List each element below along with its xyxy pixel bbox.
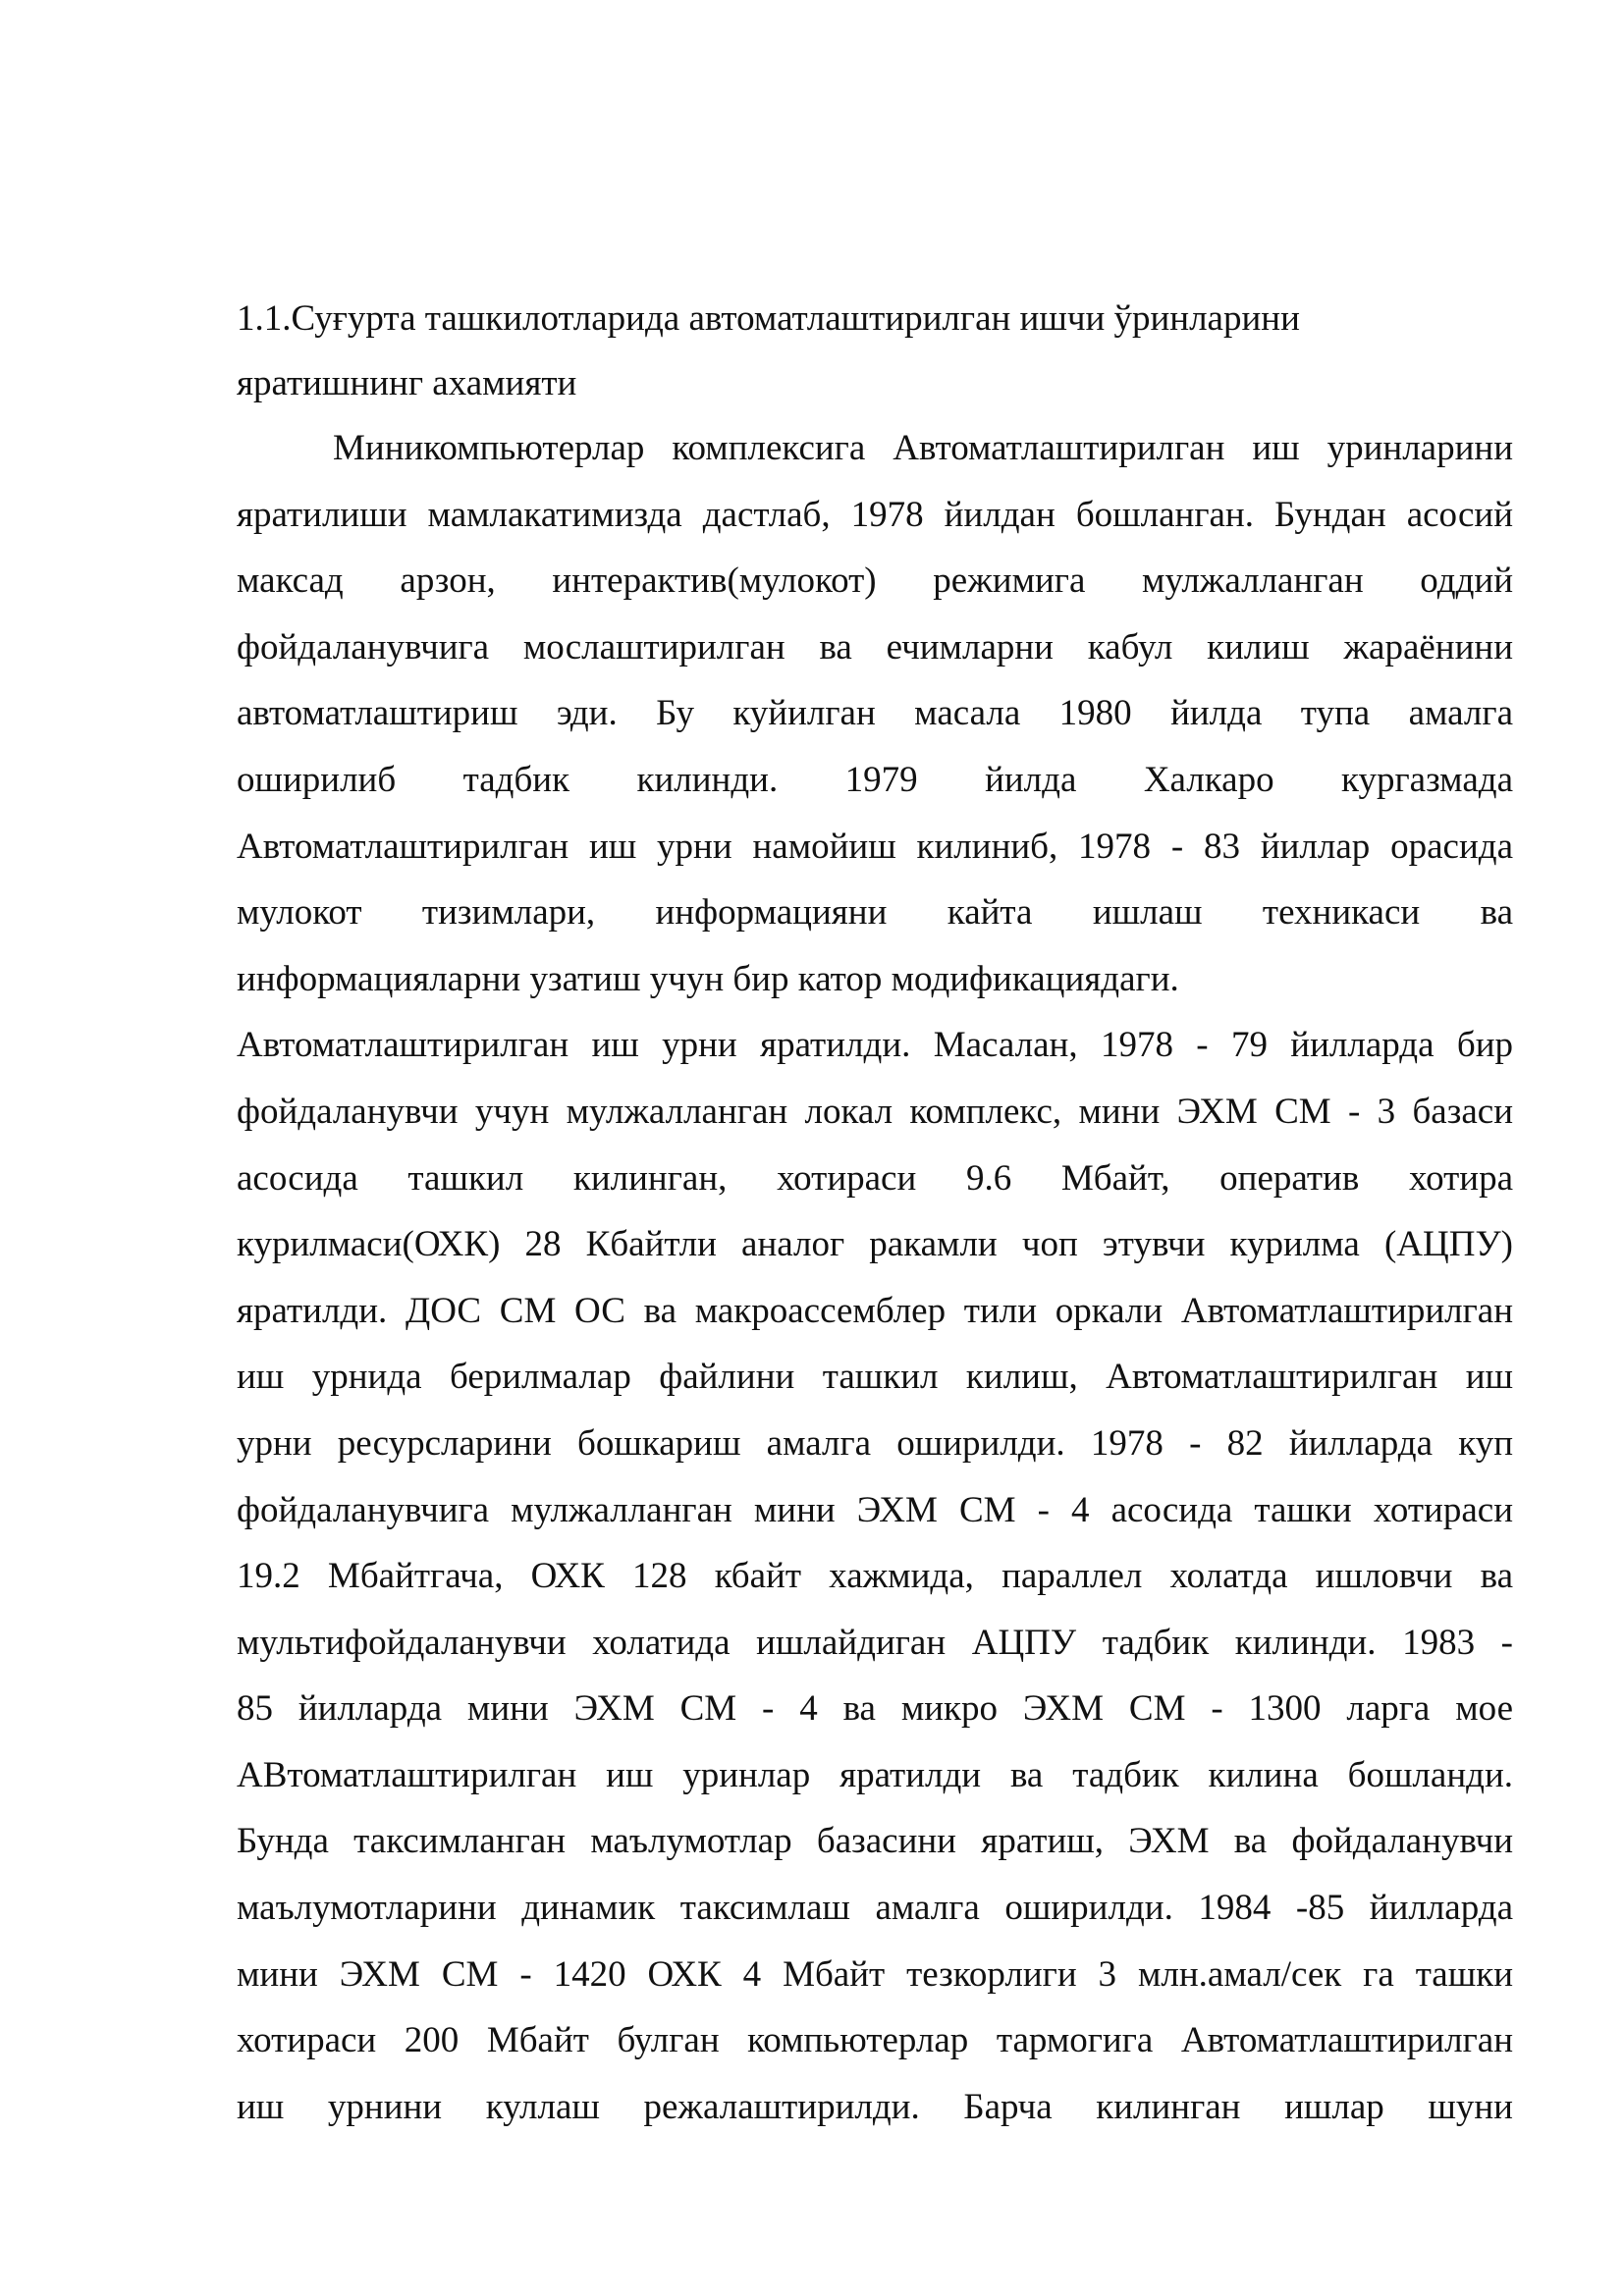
paragraph-2 [237, 1012, 1513, 2140]
text-line: фойдаланувчи учун мулжалланган локал комплекс, мини ЭХМ СМ - 3 базаси [237, 1091, 1513, 1132]
text-line: мини ЭХМ СМ - 1420 ОХК 4 Мбайт тезкорлиги 3 млн.амал/сек га ташки [237, 1953, 1513, 1995]
text-line: информацияларни узатиш учун бир катор модификациядаги. [237, 958, 1179, 999]
document-body [237, 415, 1513, 2140]
text-line: мулокот тизимлари, информацияни кайта ишлаш техникаси ва [237, 892, 1513, 934]
text-line: автоматлаштириш эди. Бу куйилган масала 1980 йилда тупа амалга [237, 693, 1513, 734]
text-line: маълумотларини динамик таксимлаш амалга оширилди. 1984 -85 йилларда [237, 1888, 1513, 1929]
text-line: оширилиб тадбик килинди. 1979 йилда Халкаро кургазмада [237, 759, 1513, 800]
text-line: иш урнида берилмалар файлини ташкил килиш, Автоматлаштирилган иш [237, 1357, 1513, 1398]
text-line: урни ресурсларини бошкариш амалга оширилди. 1978 - 82 йилларда куп [237, 1422, 1513, 1464]
text-line: иш урнини куллаш режалаштирилди. Барча килинган ишлар шуни [237, 2086, 1513, 2127]
text-line: яратилиши мамлакатимизда дастлаб, 1978 йилдан бошланган. Бундан асосий [237, 494, 1513, 535]
text-line: АВтоматлаштирилган иш уринлар яратилди ва тадбик килина бошланди. [237, 1754, 1513, 1795]
text-line: 85 йилларда мини ЭХМ СМ - 4 ва микро ЭХМ СМ - 1300 ларга мое [237, 1688, 1513, 1730]
text-line: Миникомпьютерлар комплексига Автоматлаштирилган иш уринларини [333, 428, 1513, 468]
paragraph-1 [237, 415, 1513, 1012]
section-heading [237, 287, 1513, 416]
text-line: асосида ташкил килинган, хотираси 9.6 Мбайт, оператив хотира [237, 1157, 1513, 1199]
text-line: 19.2 Мбайтгача, ОХК 128 кбайт хажмида, параллел холатда ишловчи ва [237, 1556, 1513, 1597]
text-line: курилмаси(ОХК) 28 Кбайтли аналог ракамли чоп этувчи курилма (АЦПУ) [237, 1224, 1513, 1265]
text-line: Бунда таксимланган маълумотлар базасини яратиш, ЭХМ ва фойдаланувчи [237, 1821, 1513, 1862]
text-line: яратилди. ДОС СМ ОС ва макроассемблер тили оркали Автоматлаштирилган [237, 1290, 1513, 1331]
text-line: Автоматлаштирилган иш урни яратилди. Масалан, 1978 - 79 йилларда бир [237, 1025, 1513, 1066]
text-line: хотираси 200 Мбайт булган компьютерлар тармогига Автоматлаштирилган [237, 2020, 1513, 2061]
text-line: максад арзон, интерактив(мулокот) режимига мулжалланган оддий [237, 561, 1513, 602]
text-line: Автоматлаштирилган иш урни намойиш килиниб, 1978 - 83 йиллар орасида [237, 826, 1513, 867]
text-line: фойдаланувчига мослаштирилган ва ечимларни кабул килиш жараёнини [237, 626, 1513, 667]
heading-line: яратишнинг ахамияти [237, 363, 577, 403]
text-line: фойдаланувчига мулжалланган мини ЭХМ СМ - 4 асосида ташки хотираси [237, 1489, 1513, 1530]
heading-line: 1.1.Суғурта ташкилотларида автоматлаштирилган ишчи ўринларини [237, 298, 1300, 339]
text-line: мультифойдаланувчи холатида ишлайдиган АЦПУ тадбик килинди. 1983 - [237, 1622, 1513, 1663]
